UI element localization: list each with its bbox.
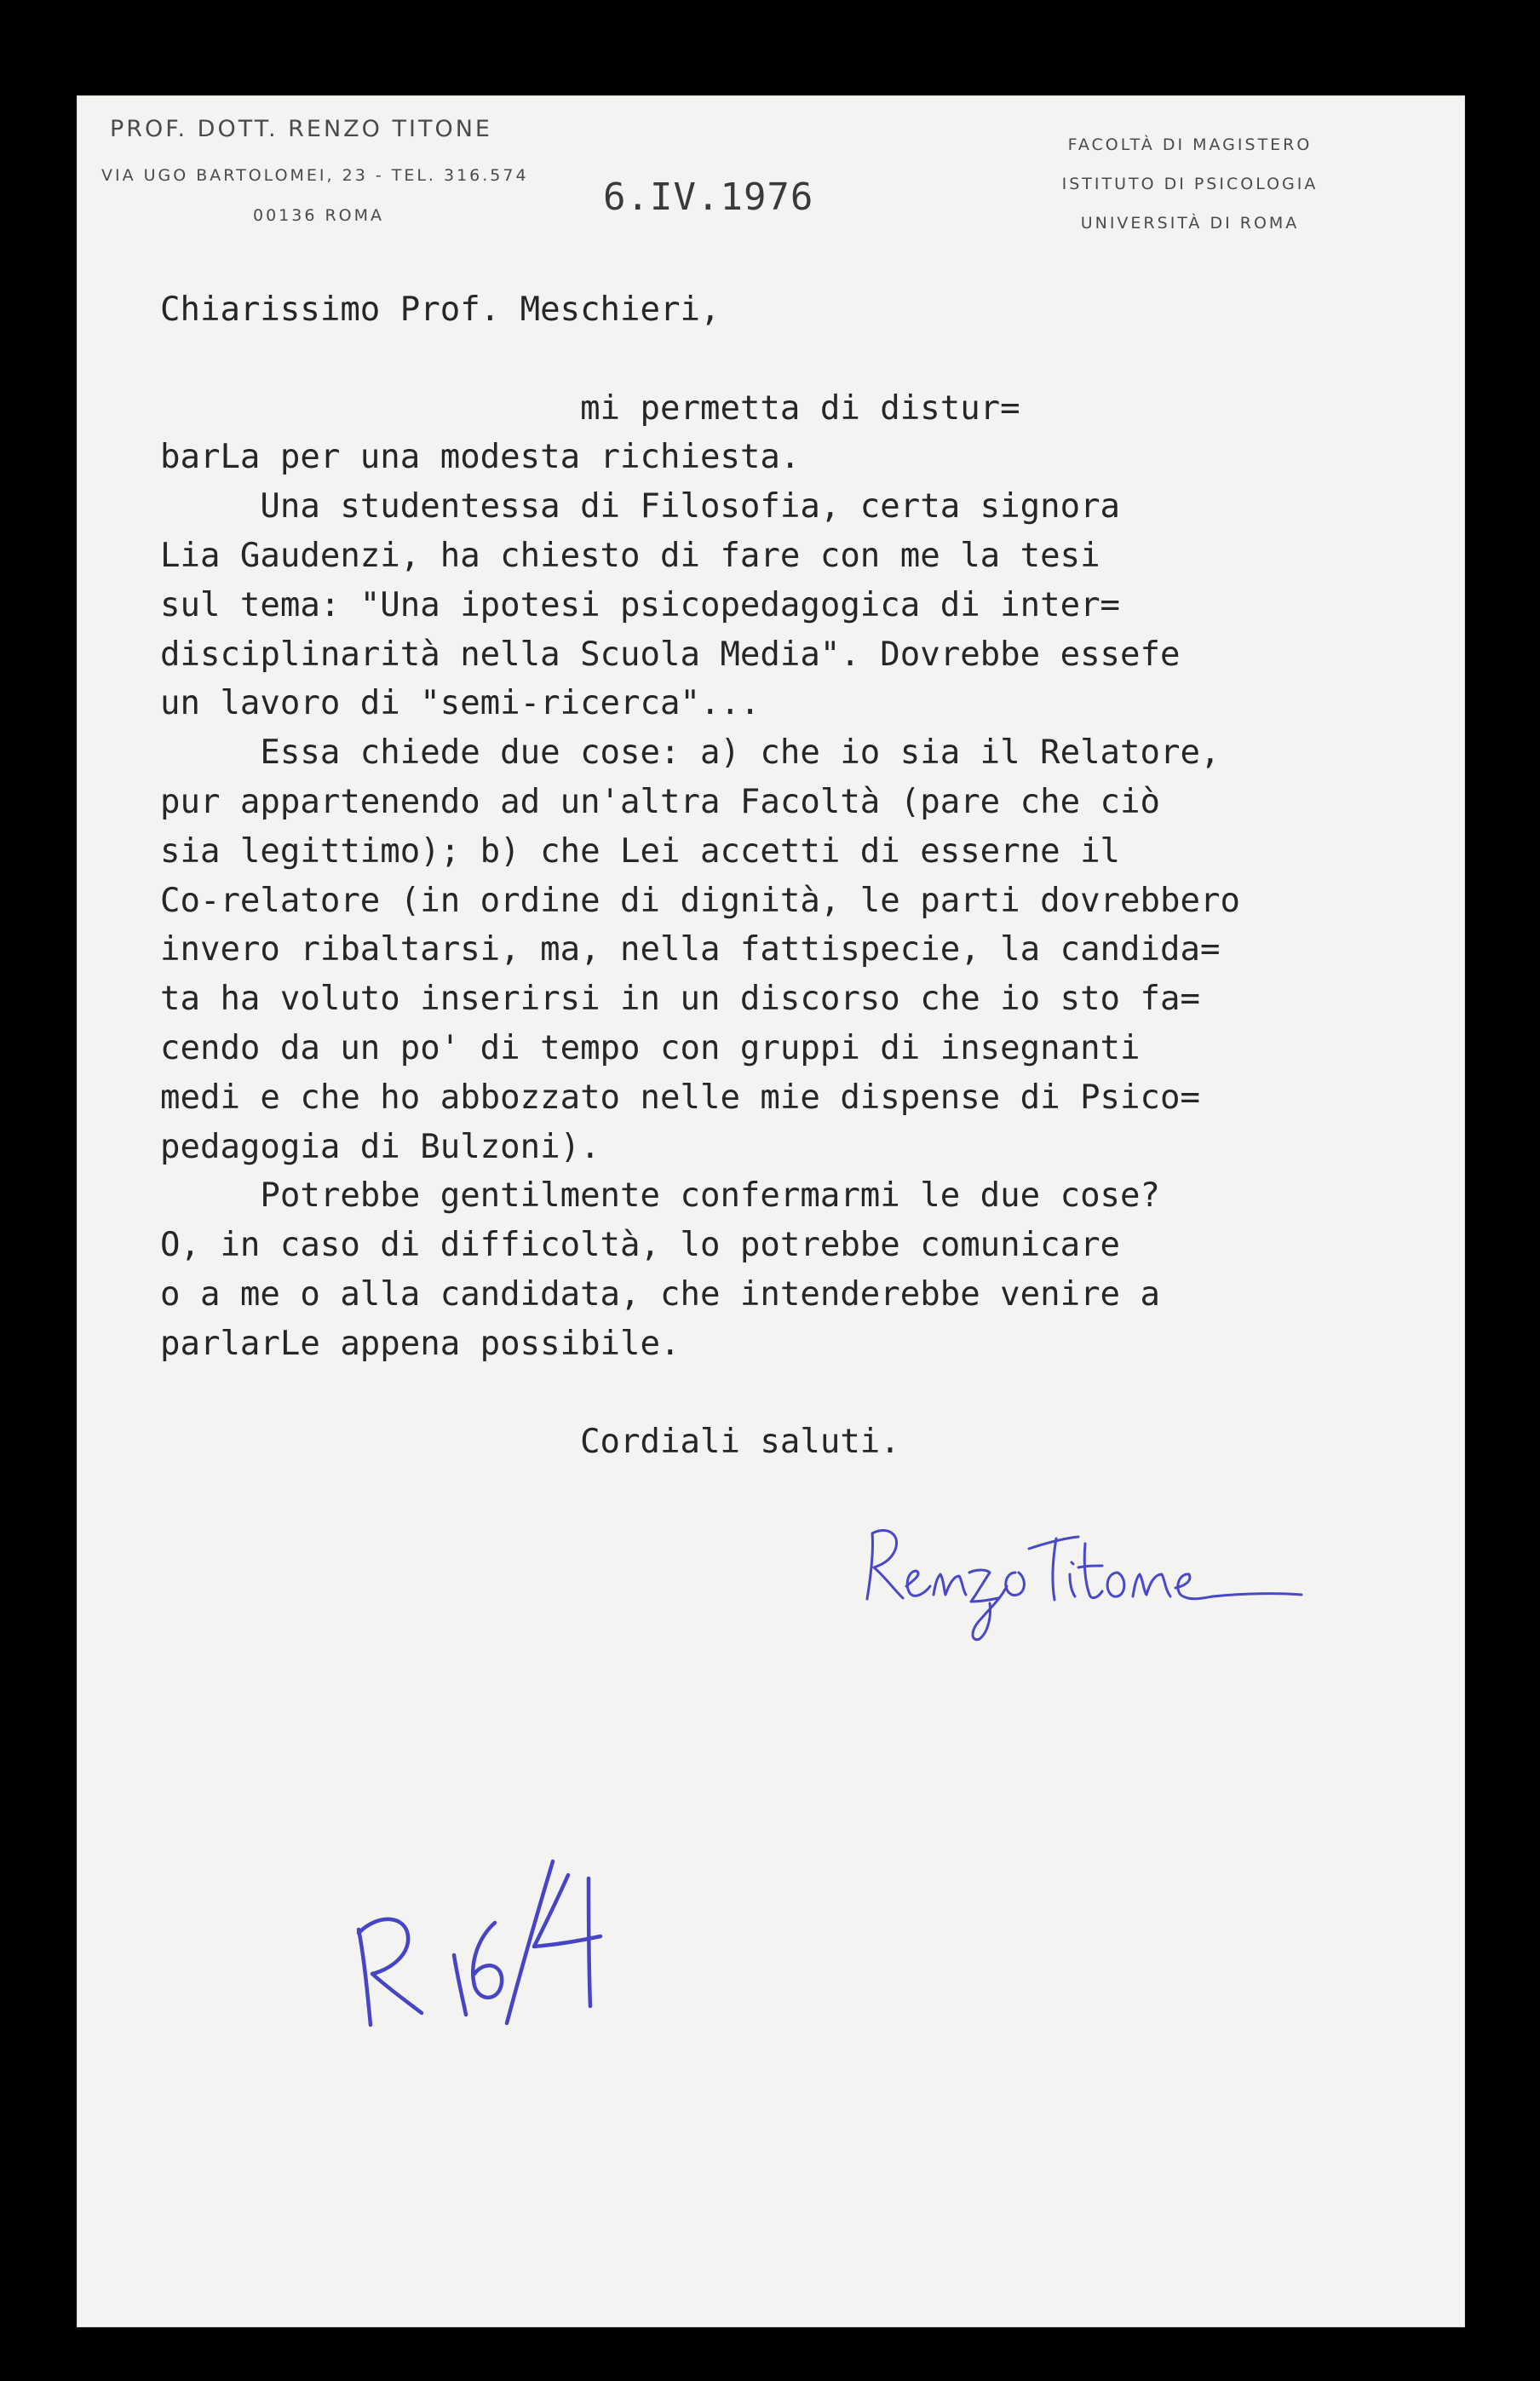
handwritten-annotation [345,1844,618,2040]
letter-line: medi e che ho abbozzato nelle mie dispense di Psico= [160,1078,1200,1117]
letter-line: mi permetta di distur= [160,388,1020,428]
letter-line: Potrebbe gentilmente confermarmi le due cose? [160,1176,1160,1216]
letter-line: O, in caso di difficoltà, lo potrebbe comunicare [160,1226,1121,1265]
letterhead-name: PROF. DOTT. RENZO TITONE [110,116,492,142]
letterhead-institute: ISTITUTO DI PSICOLOGIA [1061,175,1319,193]
letter-line: disciplinarità nella Scuola Media". Dovrebbe essefe [160,635,1181,674]
letter-line [160,335,1438,384]
letter-line: sia legittimo); b) che Lei accetti di esserne il [160,831,1121,871]
letter-line: ta ha voluto inserirsi in un discorso che io sto fa= [160,980,1200,1019]
letterhead-faculty: FACOLTÀ DI MAGISTERO [1067,135,1313,154]
letter-line: un lavoro di "semi-ricerca"... [160,684,761,723]
letter-line [160,1369,1438,1418]
letter-line: sul tema: "Una ipotesi psicopedagogica di inter= [160,585,1121,624]
letter-line: Essa chiede due cose: a) che io sia il Relatore, [160,733,1221,773]
letter-line: Lia Gaudenzi, ha chiesto di fare con me la tesi [160,536,1100,575]
letterhead-university: UNIVERSITÀ DI ROMA [1080,214,1300,233]
letter-line: pur appartenendo ad un'altra Facoltà (pare che ciò [160,782,1160,821]
letter-line: Cordiali saluti. [160,1423,900,1462]
letter-line: Co-relatore (in ordine di dignità, le parti dovrebbero [160,881,1240,920]
letterhead-address: VIA UGO BARTOLOMEI, 23 - TEL. 316.574 [101,166,529,185]
letter-line: pedagogia di Bulzoni). [160,1127,600,1166]
letter-body [160,285,1438,1467]
handwritten-signature [862,1518,1305,1646]
letter-line: cendo da un po' di tempo con gruppi di insegnanti [160,1028,1141,1067]
letter-line: Chiarissimo Prof. Meschieri, [160,290,721,329]
letterhead-city: 00136 ROMA [253,206,385,225]
letter-line: barLa per una modesta richiesta. [160,438,801,477]
letter-line: Una studentessa di Filosofia, certa signora [160,487,1121,526]
letter-date: 6.IV.1976 [603,175,814,219]
letter-line: o a me o alla candidata, che intenderebbe venire a [160,1274,1160,1314]
letter-line: invero ribaltarsi, ma, nella fattispecie, la candida= [160,930,1221,969]
letter-line: parlarLe appena possibile. [160,1324,681,1363]
